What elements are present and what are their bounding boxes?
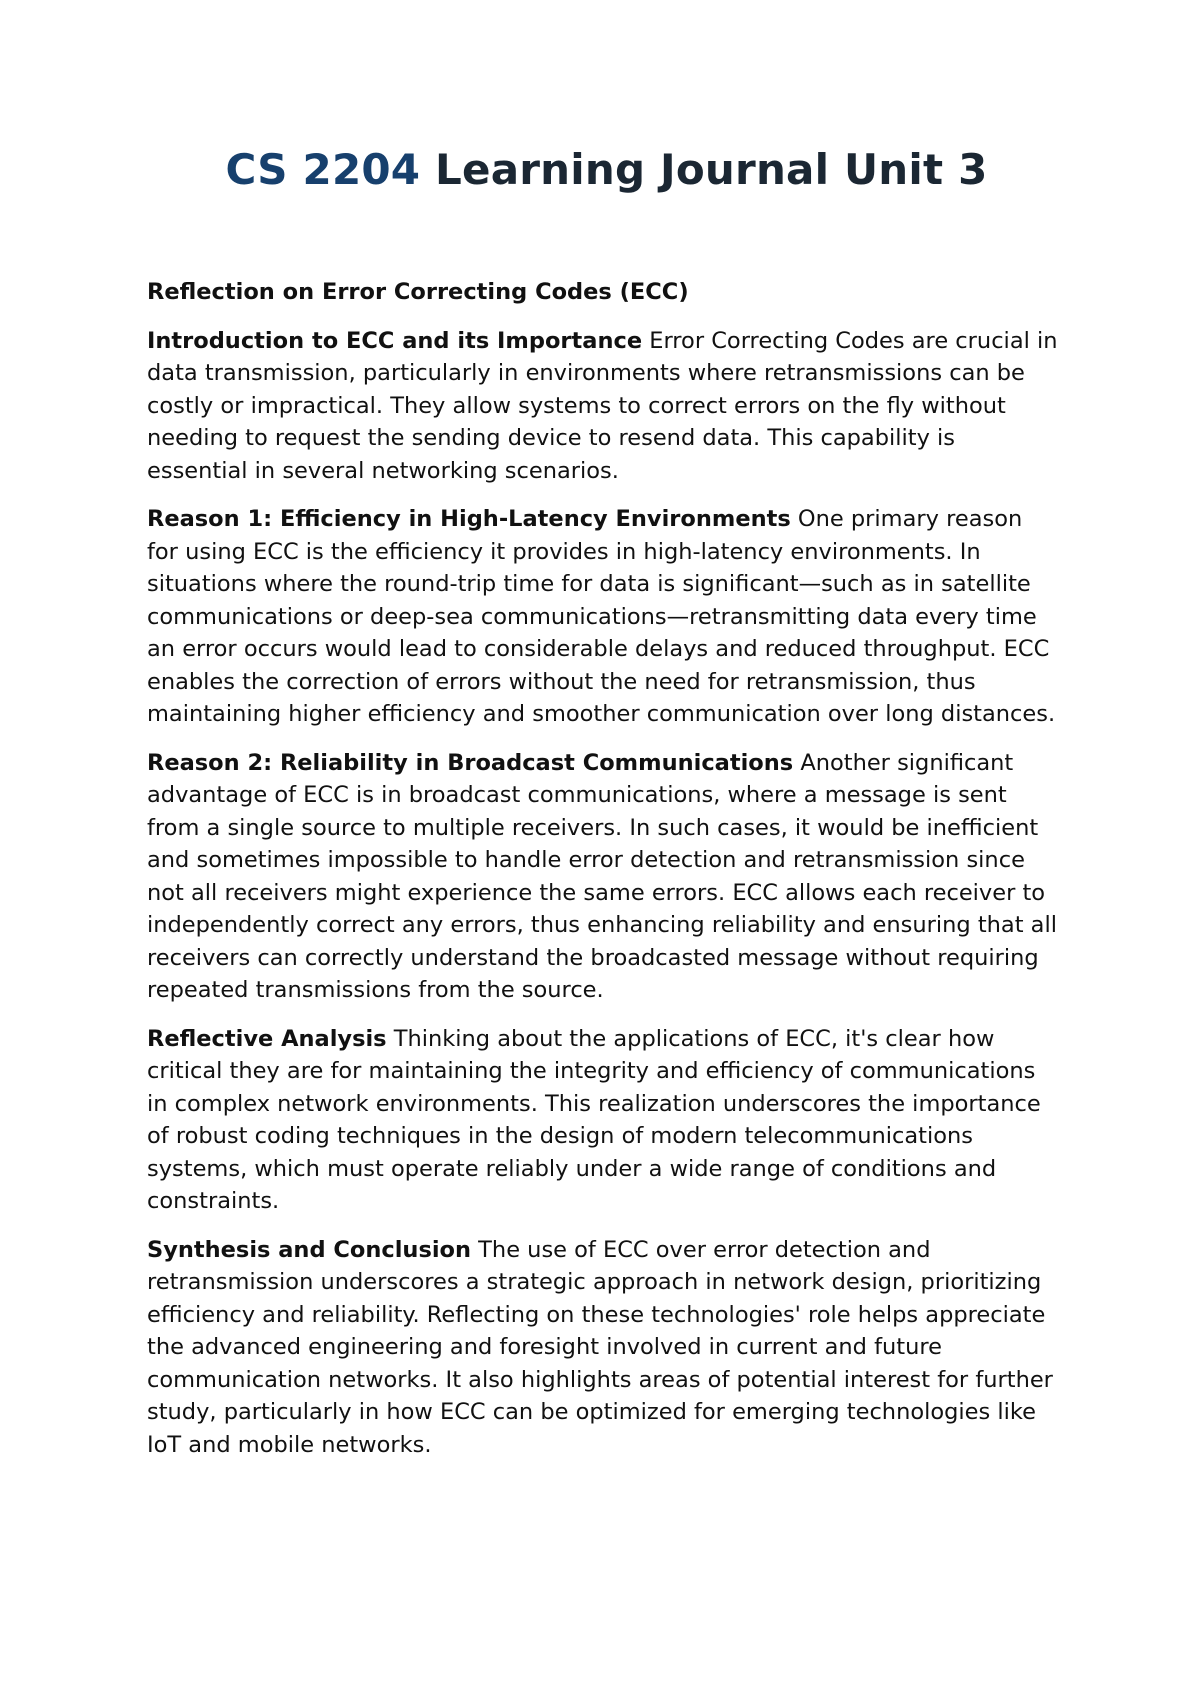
section-heading: Synthesis and Conclusion (147, 1236, 472, 1263)
section-body: Another significant advantage of ECC is in broadcast communications, where a message is sent from a single source to multiple receivers. In such cases, it would be inefficient and sometimes impossible to handle error detection and retransmission since not all receivers might experience the same errors. ECC allows each receiver to independently correct any errors, thus enhancing reliability and ensuring that all receivers can correctly understand the broadcasted message without requiring repeated transmissions from the source. (147, 749, 1057, 1003)
document-title (147, 140, 1060, 200)
document-subheading: Reflection on Error Correcting Codes (ECC) (147, 279, 689, 305)
section-reflective-analysis (147, 1023, 1060, 1218)
section-synthesis-conclusion (147, 1234, 1060, 1462)
section-heading: Reason 1: Efficiency in High-Latency Environments (147, 506, 791, 532)
section-reason-2 (147, 747, 1060, 1007)
title-text: Learning Journal Unit 3 (420, 145, 988, 194)
section-body: Thinking about the applications of ECC, it's clear how critical they are for maintaining the integrity and efficiency of communications in complex network environments. This realization underscores the importance of robust coding techniques in the design of modern telecommunications systems, which must operate reliably under a wide range of conditions and constraints. (147, 1025, 1041, 1214)
section-heading: Reflective Analysis (147, 1025, 387, 1052)
section-introduction (147, 325, 1060, 488)
course-code: CS 2204 (225, 145, 421, 194)
section-body: One primary reason for using ECC is the efficiency it provides in high-latency environments. In situations where the round-trip time for data is significant—such as in satellite communications or deep-sea communications—retransmitting data every time an error occurs would lead to considerable delays and reduced throughput. ECC enables the correction of errors without the need for retransmission, thus maintaining higher efficiency and smoother communication over long distances. (147, 506, 1056, 727)
section-reason-1 (147, 503, 1060, 731)
section-heading: Reason 2: Reliability in Broadcast Communications (147, 749, 794, 776)
section-body: Error Correcting Codes are crucial in data transmission, particularly in environments where retransmissions can be costly or impractical. They allow systems to correct errors on the fly without needing to request the sending device to resend data. This capability is essential in several networking scenarios. (147, 327, 1058, 484)
section-heading: Introduction to ECC and its Importance (147, 327, 643, 354)
section-body: The use of ECC over error detection and retransmission underscores a strategic approach in network design, prioritizing efficiency and reliability. Reflecting on these technologies' role helps appreciate the advanced engineering and foresight involved in current and future communication networks. It also highlights areas of potential interest for further study, particularly in how ECC can be optimized for emerging technologies like IoT and mobile networks. (147, 1236, 1053, 1458)
